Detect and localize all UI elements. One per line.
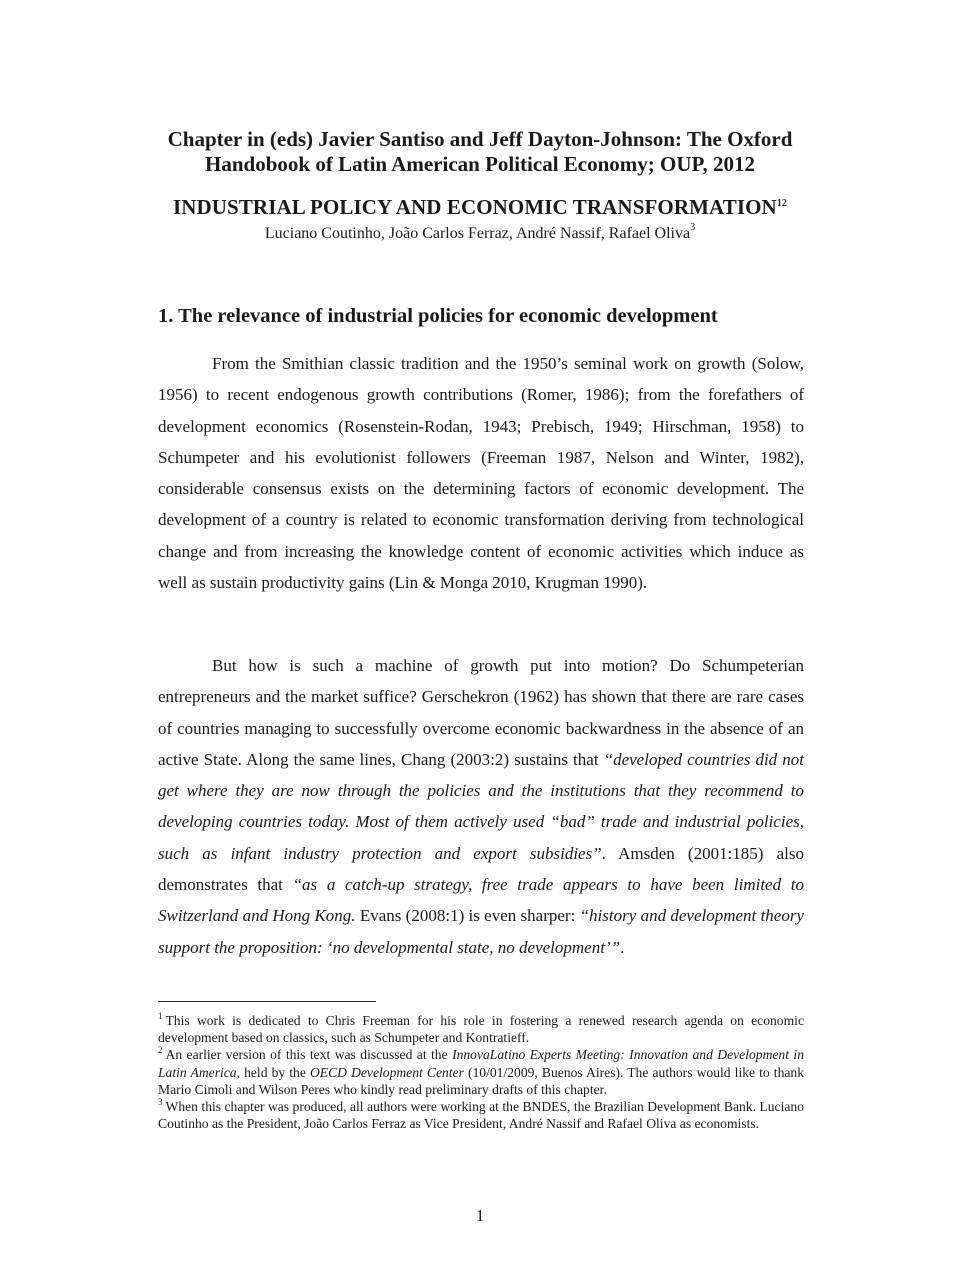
footnote-2-text-c: (10/01/2009, Buenos Aires). The authors would like to thank Mario Cimoli and Wilson Peres who kindly read preliminary drafts of this chapter.: [158, 1064, 805, 1097]
footnote-1-text: This work is dedicated to Chris Freeman for his role in fostering a renewed research agenda on economic development based on classics, such as Schumpeter and Kontratieff.: [158, 1013, 804, 1046]
section-heading: 1. The relevance of industrial policies for economic development: [158, 305, 718, 327]
footnote-2-text-b: , held by the: [236, 1064, 310, 1080]
footnote-1: [158, 1012, 804, 1046]
chapter-citation-line-1: Chapter in (eds) Javier Santiso and Jeff Dayton-Johnson: The Oxford: [167, 127, 793, 151]
paragraph-2-text-d: .: [620, 937, 625, 957]
footnote-1-mark: 1: [158, 1011, 163, 1021]
paragraph-2: [158, 650, 804, 963]
paragraph-1: From the Smithian classic tradition and the 1950’s seminal work on growth (Solow, 1956) to recent endogenous growth contributions (Romer, 1986); from the forefathers of development economics (Rosenstein-Rodan, 1943; Prebisch, 1949; Hirschman, 1958) to Schumpeter and his evolutionist followers (Freeman 1987, Nelson and Winter, 1982), considerable consensus exists on the determining factors of economic development. The development of a country is related to economic transformation deriving from technological change and from increasing the knowledge content of economic activities which induce as well as sustain productivity gains (Lin & Monga 2010, Krugman 1990).: [158, 354, 804, 593]
evans-quote: “history and development theory support the proposition: ‘no developmental state, no development’”: [158, 906, 804, 957]
title-footnote-marks: 12: [776, 198, 788, 209]
chapter-citation: [120, 127, 840, 177]
page-title: [120, 194, 840, 220]
footnote-3-text: When this chapter was produced, all authors were working at the BNDES, the Brazilian Development Bank. Luciano Coutinho as the President, João Carlos Ferraz as Vice President, André Nassif and Rafael Oliva as economists.: [158, 1099, 804, 1132]
footnote-2-meeting-name: InnovaLatino Experts Meeting: Innovation and Development in Latin America: [158, 1047, 804, 1080]
title-text: INDUSTRIAL POLICY AND ECONOMIC TRANSFORMATION: [172, 195, 777, 219]
footnote-2: [158, 1046, 804, 1098]
footnote-2-organization: OECD Development Center: [309, 1064, 464, 1080]
paragraph-2-text-a: But how is such a machine of growth put into motion? Do Schumpeterian entrepreneurs and the market suffice? Gerschekron (1962) has shown that there are rare cases of countries managing to successfully overcome economic backwardness in the absence of an active State. Along the same lines, Chang (2003:2) sustains that: [158, 656, 804, 769]
footnote-divider: [158, 1001, 376, 1002]
footnotes: [158, 1012, 804, 1132]
amsden-quote: “as a catch-up strategy, free trade appears to have been limited to Switzerland and Hong Kong.: [158, 875, 804, 926]
footnote-3-mark: 3: [158, 1097, 163, 1108]
page-number: 1: [475, 1206, 485, 1225]
paragraph-2-text-b: . Amsden (2001:185) also demonstrates that: [158, 843, 804, 895]
paragraph-2-text-c: Evans (2008:1) is even sharper:: [355, 906, 580, 926]
authors-text: Luciano Coutinho, João Carlos Ferraz, André Nassif, Rafael Oliva: [264, 225, 691, 242]
chapter-citation-line-2: Handobook of Latin American Political Economy; OUP, 2012: [205, 152, 755, 176]
chang-quote: “developed countries did not get where they are now through the policies and the institutions that they recommend to developing countries today. Most of them actively used “bad” trade and industrial policies, such as infant industry protection and export subsidies”: [158, 749, 804, 863]
footnote-3: [158, 1098, 804, 1132]
footnote-2-text-a: An earlier version of this text was discussed at the: [165, 1047, 453, 1063]
author-list: [120, 223, 840, 245]
authors-footnote-mark: 3: [690, 222, 696, 233]
footnote-2-mark: 2: [158, 1045, 163, 1056]
